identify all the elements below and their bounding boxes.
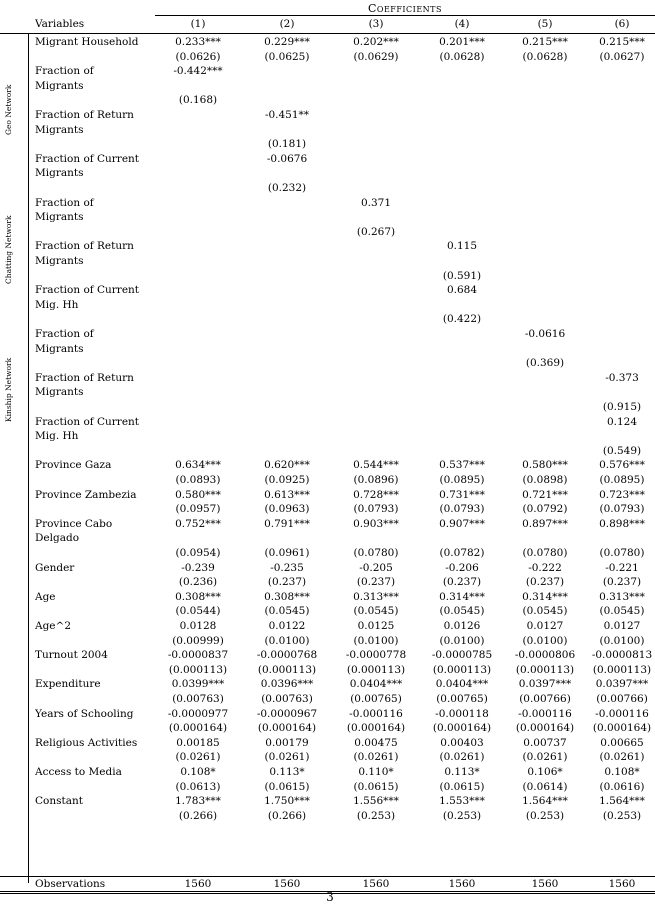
table-cell: (0.000113) <box>515 663 575 676</box>
table-cell: 0.233*** <box>175 36 221 48</box>
table-cell: -0.239 <box>181 561 215 574</box>
table-cell: 0.721*** <box>522 488 568 501</box>
group-label-chatting: Chatting Network <box>4 215 13 285</box>
row-label: Constant <box>35 795 83 808</box>
table-cell: -0.000116 <box>518 707 572 720</box>
table-cell: 0.0125 <box>357 620 395 632</box>
row-label: Fraction of Return <box>35 109 134 121</box>
row-label: Fraction of Current <box>35 415 140 428</box>
table-cell: 0.0122 <box>268 620 306 632</box>
row-label: Age^2 <box>35 620 71 632</box>
table-cell: (0.232) <box>267 182 307 194</box>
table-cell: 0.0399*** <box>171 678 225 691</box>
table-cell: (0.237) <box>442 576 482 589</box>
table-row <box>0 93 655 107</box>
table-row <box>0 298 655 312</box>
table-cell: 0.0126 <box>443 620 481 632</box>
table-row <box>0 809 655 823</box>
table-row <box>0 444 655 458</box>
table-row <box>0 64 655 78</box>
table-cell: (0.0626) <box>175 50 221 63</box>
table-cell: (0.237) <box>525 576 565 589</box>
row-label: Migrants <box>35 79 84 92</box>
table-cell: -0.0000967 <box>256 707 318 720</box>
table-cell: -0.000118 <box>435 707 489 720</box>
table-cell: (0.0896) <box>353 474 399 486</box>
table-cell: -0.0676 <box>266 152 308 165</box>
table-cell: 1.564*** <box>599 795 645 808</box>
table-cell: 0.580*** <box>522 459 568 472</box>
table-cell: (0.369) <box>525 357 565 370</box>
row-label: Mig. Hh <box>35 430 79 443</box>
table-row <box>0 517 655 531</box>
table-cell: (0.237) <box>267 576 307 589</box>
table-cell: 0.00665 <box>600 736 644 749</box>
table-cell: (0.000164) <box>257 722 317 735</box>
table-cell: 0.580*** <box>175 488 221 501</box>
table-cell: 0.124 <box>606 415 638 428</box>
table-cell: 0.613*** <box>264 488 310 501</box>
row-label: Years of Schooling <box>35 707 134 720</box>
table-cell: 0.0127 <box>526 620 564 632</box>
table-cell: 0.0404*** <box>349 678 403 691</box>
table-cell: (0.0895) <box>599 474 645 486</box>
table-cell: 0.308*** <box>175 590 221 603</box>
page-number: 3 <box>326 890 334 904</box>
table-cell: 0.537*** <box>439 459 485 472</box>
table-cell: -0.0000806 <box>514 649 576 662</box>
table-cell: -0.206 <box>445 561 479 574</box>
table-cell: (0.0261) <box>264 751 310 764</box>
table-cell: (0.0545) <box>522 605 568 618</box>
table-cell: (0.267) <box>356 225 396 238</box>
column-header: (4) <box>454 18 470 30</box>
table-cell: (0.0261) <box>175 751 221 764</box>
table-cell: (0.236) <box>178 576 218 589</box>
table-row <box>0 721 655 735</box>
coefficients-super-header: Coefficients <box>367 2 442 15</box>
table-cell: (0.0893) <box>175 474 221 486</box>
table-cell: (0.000164) <box>346 722 406 735</box>
table-cell: 0.229*** <box>264 36 310 48</box>
table-cell: (0.0544) <box>175 605 221 618</box>
table-cell: (0.0895) <box>439 474 485 486</box>
table-cell: (0.0628) <box>522 50 568 63</box>
table-cell: (0.0625) <box>264 50 310 63</box>
table-row <box>0 561 655 575</box>
row-label: Fraction of <box>35 65 94 78</box>
table-row <box>0 269 655 283</box>
table-cell: (0.0792) <box>522 503 568 516</box>
table-cell: (0.0629) <box>353 50 399 63</box>
table-row <box>0 166 655 180</box>
table-row <box>0 780 655 794</box>
table-cell: (0.00999) <box>172 634 224 647</box>
table-cell: 1560 <box>608 878 636 890</box>
table-row <box>0 137 655 151</box>
table-cell: (0.0100) <box>439 634 485 647</box>
column-header: (5) <box>537 18 553 30</box>
table-cell: 0.0397*** <box>595 678 649 691</box>
table-cell: (0.0545) <box>599 605 645 618</box>
table-cell: -0.221 <box>605 561 639 574</box>
row-label: Expenditure <box>35 678 101 691</box>
table-row <box>0 794 655 808</box>
table-cell: 0.313*** <box>353 590 399 603</box>
table-row <box>0 692 655 706</box>
table-cell: (0.00766) <box>596 693 648 705</box>
table-cell: (0.00766) <box>519 693 571 705</box>
table-cell: (0.168) <box>178 94 218 107</box>
table-cell: 0.215*** <box>522 36 568 48</box>
table-cell: -0.000116 <box>595 707 649 720</box>
table-cell: 1560 <box>448 878 476 890</box>
row-label: Migrants <box>35 123 84 136</box>
table-cell: (0.000113) <box>346 663 406 676</box>
table-cell: (0.000164) <box>515 722 575 735</box>
table-row <box>0 473 655 487</box>
table-cell: (0.915) <box>602 401 642 413</box>
table-row <box>0 50 655 64</box>
table-cell: 1.556*** <box>353 795 399 808</box>
table-cell: (0.0261) <box>522 751 568 764</box>
row-label: Migrants <box>35 386 84 399</box>
table-cell: -0.0000785 <box>431 649 493 662</box>
table-cell: -0.0616 <box>524 328 566 340</box>
table-cell: (0.000113) <box>168 663 228 676</box>
table-cell: -0.442*** <box>173 65 223 78</box>
table-cell: 0.0127 <box>603 620 641 632</box>
table-row <box>0 429 655 443</box>
table-row <box>0 79 655 93</box>
table-cell: 0.903*** <box>353 517 399 530</box>
table-cell: (0.0957) <box>175 503 221 516</box>
table-cell: 1.750*** <box>264 795 310 808</box>
row-label: Fraction of Current <box>35 284 140 297</box>
table-cell: 0.684 <box>446 284 478 297</box>
table-row <box>0 239 655 253</box>
table-row <box>0 502 655 516</box>
table-cell: 0.00737 <box>523 736 567 749</box>
table-row <box>0 356 655 370</box>
row-label: Migrants <box>35 255 84 267</box>
row-label: Observations <box>35 878 106 890</box>
table-row <box>0 648 655 662</box>
table-row <box>0 458 655 472</box>
table-cell: 0.00475 <box>354 736 398 749</box>
row-label: Age <box>35 590 56 603</box>
table-cell: (0.0793) <box>439 503 485 516</box>
table-cell: 0.308*** <box>264 590 310 603</box>
table-cell: (0.181) <box>267 138 307 151</box>
table-row <box>0 531 655 545</box>
table-row <box>0 152 655 166</box>
table-cell: (0.253) <box>602 809 642 822</box>
table-cell: 0.108* <box>180 766 216 778</box>
table-cell: 0.201*** <box>439 36 485 48</box>
row-label: Mig. Hh <box>35 298 79 311</box>
table-cell: 1.783*** <box>175 795 221 808</box>
table-row <box>0 371 655 385</box>
table-row <box>0 677 655 691</box>
row-label: Turnout 2004 <box>35 649 108 662</box>
table-row <box>0 415 655 429</box>
table-cell: 0.314*** <box>439 590 485 603</box>
table-cell: (0.0780) <box>353 547 399 559</box>
table-cell: (0.0616) <box>599 780 645 793</box>
table-cell: (0.0628) <box>439 50 485 63</box>
table-cell: -0.0000837 <box>167 649 229 662</box>
table-cell: (0.0793) <box>599 503 645 516</box>
row-label: Migrants <box>35 342 84 355</box>
table-row <box>0 196 655 210</box>
table-cell: (0.266) <box>178 809 218 822</box>
table-cell: 0.00179 <box>265 736 309 749</box>
table-cell: 0.752*** <box>175 517 221 530</box>
table-cell: 0.897*** <box>522 517 568 530</box>
table-cell: (0.000164) <box>592 722 652 735</box>
table-cell: (0.253) <box>442 809 482 822</box>
table-cell: (0.000113) <box>592 663 652 676</box>
table-cell: 0.00185 <box>176 736 220 749</box>
row-label: Fraction of <box>35 328 94 340</box>
table-row <box>0 210 655 224</box>
table-cell: (0.00765) <box>436 693 488 705</box>
table-cell: (0.0898) <box>522 474 568 486</box>
table-row <box>0 312 655 326</box>
table-row <box>0 488 655 502</box>
table-cell: (0.253) <box>356 809 396 822</box>
table-cell: (0.422) <box>442 313 482 326</box>
table-cell: 0.00403 <box>440 736 484 749</box>
table-cell: (0.0963) <box>264 503 310 516</box>
table-cell: 1560 <box>362 878 390 890</box>
table-row <box>0 400 655 414</box>
table-cell: -0.0000813 <box>591 649 653 662</box>
table-row <box>0 181 655 195</box>
table-cell: (0.0627) <box>599 50 645 63</box>
table-cell: (0.0261) <box>599 751 645 764</box>
group-label-kinship: Kinship Network <box>4 357 13 423</box>
table-cell: (0.0780) <box>522 547 568 559</box>
table-cell: (0.0100) <box>522 634 568 647</box>
row-label: Fraction of Current <box>35 152 140 165</box>
row-label: Delgado <box>35 532 80 545</box>
row-label: Fraction of Return <box>35 371 134 384</box>
table-cell: -0.222 <box>528 561 562 574</box>
row-label: Province Cabo <box>35 517 113 530</box>
table-cell: 0.106* <box>527 766 563 778</box>
row-label: Migrants <box>35 167 84 180</box>
row-label: Gender <box>35 561 75 574</box>
table-cell: (0.0615) <box>439 780 485 793</box>
table-cell: 0.898*** <box>599 517 645 530</box>
table-cell: -0.451** <box>264 109 310 121</box>
row-label: Province Gaza <box>35 459 112 472</box>
table-row <box>0 590 655 604</box>
table-row <box>0 604 655 618</box>
table-cell: 0.544*** <box>353 459 399 472</box>
table-cell: 0.723*** <box>599 488 645 501</box>
table-cell: 0.907*** <box>439 517 485 530</box>
table-cell: (0.253) <box>525 809 565 822</box>
table-row <box>0 619 655 633</box>
table-cell: (0.0100) <box>599 634 645 647</box>
table-row <box>0 123 655 137</box>
table-cell: (0.000164) <box>168 722 228 735</box>
table-row <box>0 765 655 779</box>
table-cell: 1560 <box>531 878 559 890</box>
row-label: Migrant Household <box>35 36 139 48</box>
row-label: Religious Activities <box>35 736 138 749</box>
table-cell: 0.215*** <box>599 36 645 48</box>
table-cell: (0.237) <box>356 576 396 589</box>
table-cell: -0.205 <box>359 561 393 574</box>
table-cell: (0.0615) <box>353 780 399 793</box>
column-header: (6) <box>614 18 630 30</box>
table-cell: 1560 <box>184 878 212 890</box>
table-cell: (0.0780) <box>599 547 645 559</box>
table-cell: -0.235 <box>270 561 304 574</box>
column-header-row <box>0 16 655 32</box>
table-row <box>0 342 655 356</box>
table-cell: -0.373 <box>605 371 639 384</box>
table-cell: (0.0793) <box>353 503 399 516</box>
table-cell: (0.0613) <box>175 780 221 793</box>
table-cell: 0.113* <box>269 766 305 778</box>
table-cell: 1560 <box>273 878 301 890</box>
table-cell: 0.371 <box>360 196 392 209</box>
table-cell: (0.000113) <box>432 663 492 676</box>
table-cell: (0.0615) <box>264 780 310 793</box>
table-cell: 0.115 <box>446 240 478 253</box>
table-cell: (0.237) <box>602 576 642 589</box>
table-cell: (0.0925) <box>264 474 310 486</box>
table-cell: (0.0545) <box>439 605 485 618</box>
table-cell: -0.0000768 <box>256 649 318 662</box>
table-cell: (0.0545) <box>353 605 399 618</box>
row-label: Fraction of Return <box>35 240 134 253</box>
table-cell: -0.000116 <box>349 707 403 720</box>
table-cell: 0.0128 <box>179 620 217 632</box>
column-header: (1) <box>190 18 206 30</box>
table-cell: (0.0782) <box>439 547 485 559</box>
table-cell: 0.0396*** <box>260 678 314 691</box>
row-label: Province Zambezia <box>35 488 137 501</box>
observations-row <box>0 877 655 891</box>
table-cell: (0.00765) <box>350 693 402 705</box>
row-label: Access to Media <box>35 766 122 778</box>
table-cell: 0.0397*** <box>518 678 572 691</box>
table-row <box>0 736 655 750</box>
table-cell: 0.620*** <box>264 459 310 472</box>
column-header: (3) <box>368 18 384 30</box>
table-cell: 0.791*** <box>264 517 310 530</box>
row-label: Fraction of <box>35 196 94 209</box>
table-row <box>0 225 655 239</box>
table-cell: (0.0961) <box>264 547 310 559</box>
table-cell: (0.000113) <box>257 663 317 676</box>
table-row <box>0 575 655 589</box>
table-cell: 0.0404*** <box>435 678 489 691</box>
table-cell: (0.0100) <box>264 634 310 647</box>
table-row <box>0 254 655 268</box>
table-row <box>0 707 655 721</box>
table-cell: -0.0000977 <box>167 707 229 720</box>
table-cell: -0.0000778 <box>345 649 407 662</box>
table-row <box>0 546 655 560</box>
variables-header: Variables <box>35 18 85 30</box>
table-row <box>0 327 655 341</box>
table-cell: (0.266) <box>267 809 307 822</box>
column-header: (2) <box>279 18 295 30</box>
header-bottom-rule <box>0 33 655 34</box>
table-cell: (0.00763) <box>261 693 313 705</box>
table-cell: (0.00763) <box>172 693 224 705</box>
group-label-geo: Geo Network <box>4 84 13 136</box>
table-cell: 1.553*** <box>439 795 485 808</box>
table-cell: 0.202*** <box>353 36 399 48</box>
table-cell: 0.731*** <box>439 488 485 501</box>
table-row <box>0 663 655 677</box>
table-row <box>0 35 655 49</box>
table-cell: (0.000164) <box>432 722 492 735</box>
table-cell: (0.0261) <box>439 751 485 764</box>
table-cell: (0.0545) <box>264 605 310 618</box>
table-cell: 0.108* <box>604 766 640 778</box>
table-cell: (0.591) <box>442 269 482 282</box>
table-cell: 0.728*** <box>353 488 399 501</box>
table-cell: (0.549) <box>602 444 642 457</box>
table-row <box>0 108 655 122</box>
table-cell: (0.0100) <box>353 634 399 647</box>
table-cell: 0.110* <box>358 766 394 778</box>
table-row <box>0 634 655 648</box>
row-label: Migrants <box>35 211 84 224</box>
table-cell: (0.0954) <box>175 547 221 559</box>
table-cell: (0.0614) <box>522 780 568 793</box>
table-cell: 1.564*** <box>522 795 568 808</box>
table-cell: 0.113* <box>444 766 480 778</box>
table-row <box>0 750 655 764</box>
table-cell: 0.313*** <box>599 590 645 603</box>
table-cell: 0.634*** <box>175 459 221 472</box>
table-cell: (0.0261) <box>353 751 399 764</box>
table-row <box>0 385 655 399</box>
table-cell: 0.576*** <box>599 459 645 472</box>
table-cell: 0.314*** <box>522 590 568 603</box>
table-row <box>0 283 655 297</box>
